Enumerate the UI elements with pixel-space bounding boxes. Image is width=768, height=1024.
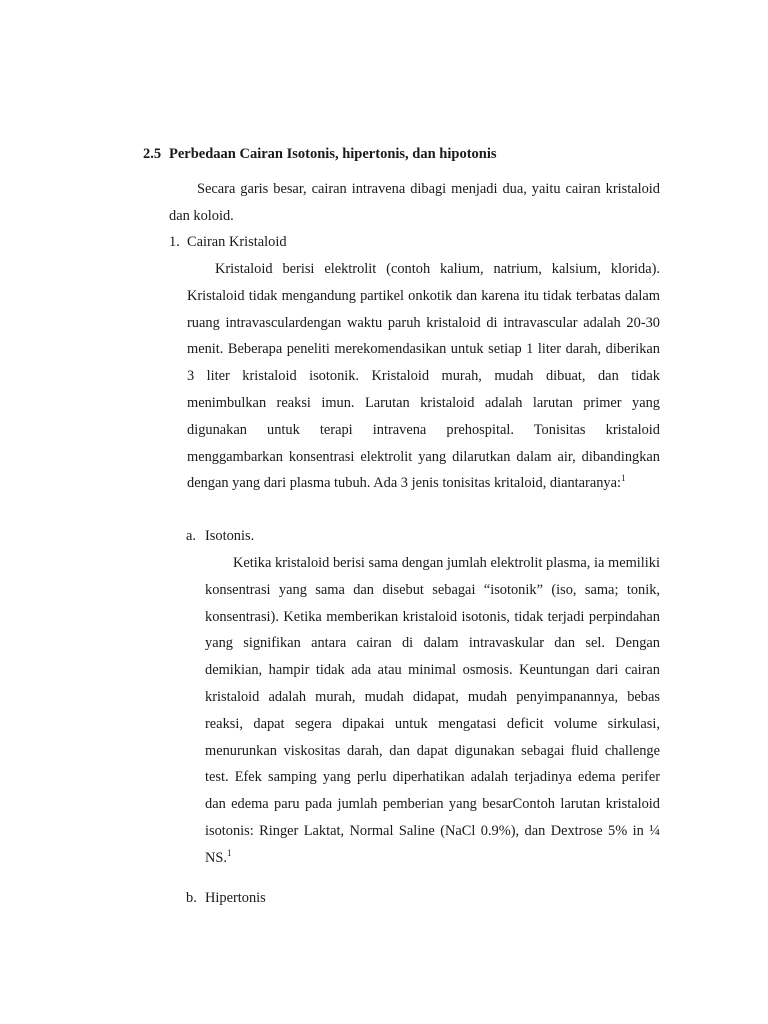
list-item-a-title: Isotonis. xyxy=(205,528,255,544)
section-number: 2.5 xyxy=(143,146,162,162)
section-title: Perbedaan Cairan Isotonis, hipertonis, dan hipotonis xyxy=(169,146,497,162)
list-item-1 xyxy=(169,229,287,256)
list-item-b-marker: b. xyxy=(186,890,197,906)
kristaloid-paragraph-block xyxy=(187,256,660,497)
intro-paragraph: Secara garis besar, cairan intravena dibagi menjadi dua, yaitu cairan kristaloid dan koloid. xyxy=(169,181,660,224)
isotonis-footnote-ref: 1 xyxy=(227,847,232,858)
isotonis-paragraph-block xyxy=(205,550,660,872)
kristaloid-text: Kristaloid berisi elektrolit (contoh kalium, natrium, kalsium, klorida). Kristaloid tidak mengandung partikel onkotik dan karena itu tidak terbatas dalam ruang intravasculardengan waktu paruh kristaloid di intravascular adalah 20-30 menit. Beberapa peneliti merekomendasikan untuk setiap 1 liter darah, diberikan 3 liter kristaloid isotonik. Kristaloid murah, mudah dibuat, dan tidak menimbulkan reaksi imun. Larutan kristaloid adalah larutan primer yang digunakan untuk terapi intravena prehospital. Tonisitas kristaloid menggambarkan konsentrasi elektrolit yang dilarutkan dalam air, dibandingkan dengan yang dari plasma tubuh. Ada 3 jenis tonisitas kritaloid, diantaranya: xyxy=(187,261,660,492)
list-item-a-marker: a. xyxy=(186,528,196,544)
isotonis-paragraph xyxy=(205,550,660,872)
list-item-b xyxy=(186,885,266,912)
kristaloid-footnote-ref: 1 xyxy=(621,473,626,484)
section-heading xyxy=(143,146,497,163)
isotonis-text: Ketika kristaloid berisi sama dengan jumlah elektrolit plasma, ia memiliki konsentrasi yang sama dan disebut sebagai “isotonik” (iso, sama; tonik, konsentrasi). Ketika memberikan kristaloid isotonis, tidak terjadi perpindahan yang signifikan antara cairan di dalam intravaskular dan sel. Dengan demikian, hampir tidak ada atau minimal osmosis. Keuntungan dari cairan kristaloid adalah murah, mudah didapat, mudah penyimpanannya, bebas reaksi, dapat segera dipakai untuk mengatasi deficit volume sirkulasi, menurunkan viskositas darah, dan dapat digunakan sebagai fluid challenge test. Efek samping yang perlu diperhatikan adalah terjadinya edema perifer dan edema paru pada jumlah pemberian yang besarContoh larutan kristaloid isotonis: Ringer Laktat, Normal Saline (NaCl 0.9%), dan Dextrose 5% in ¼ NS. xyxy=(205,555,660,866)
intro-paragraph-block xyxy=(169,176,660,230)
list-item-1-marker: 1. xyxy=(169,234,180,250)
list-item-1-title: Cairan Kristaloid xyxy=(187,234,287,250)
list-item-b-title: Hipertonis xyxy=(205,890,266,906)
kristaloid-paragraph xyxy=(187,256,660,497)
list-item-a xyxy=(186,523,254,550)
